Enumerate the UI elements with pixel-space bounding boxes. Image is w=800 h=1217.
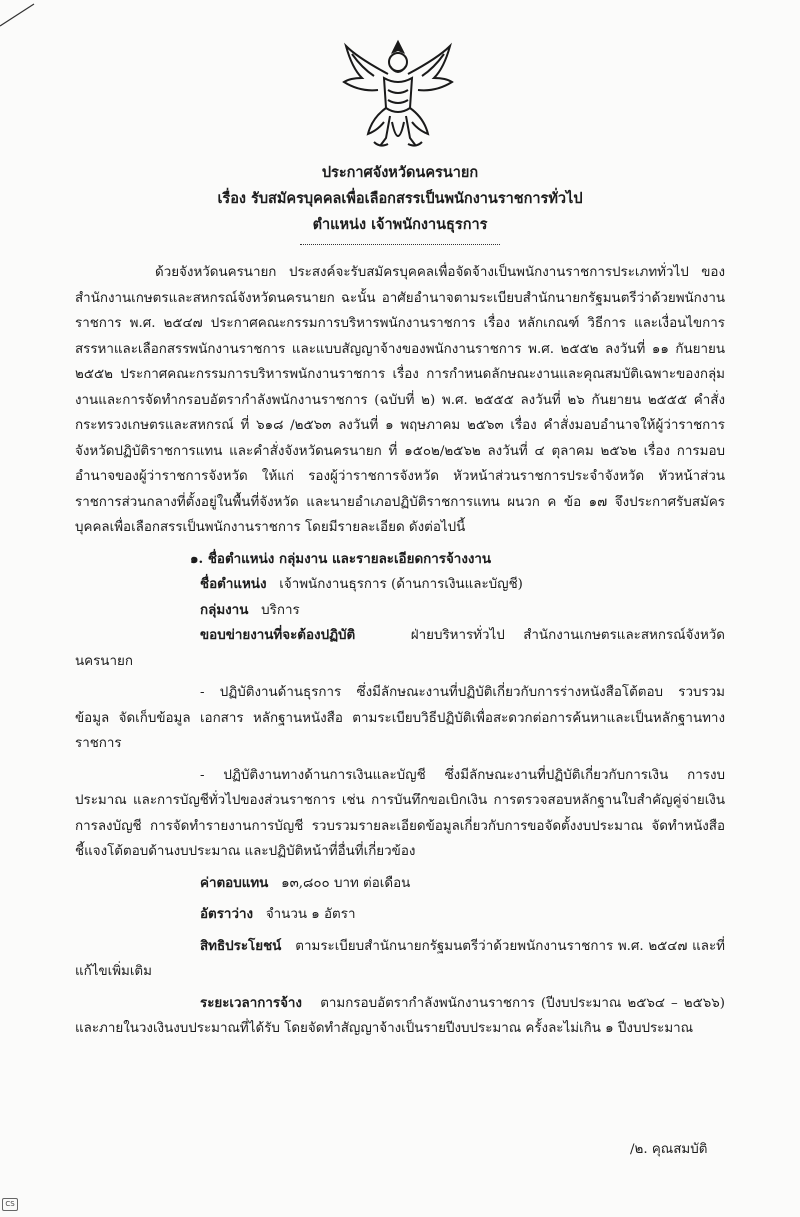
continued-next-page: /๒. คุณสมบัติ <box>630 1142 708 1157</box>
group-row <box>75 598 725 624</box>
group-label: กลุ่มงาน <box>200 601 249 618</box>
announcement-title: ประกาศจังหวัดนครนายก <box>321 164 479 181</box>
benefit-row <box>75 934 725 985</box>
benefit-value: ตามระเบียบสำนักนายกรัฐมนตรีว่าด้วยพนักงานราชการ พ.ศ. ๒๕๔๗ และที่แก้ไขเพิ่มเติม <box>75 938 725 979</box>
pay-row <box>75 871 725 897</box>
vacancy-row <box>75 902 725 928</box>
intro-paragraph: ด้วยจังหวัดนครนายก ประสงค์จะรับสมัครบุคคลเพื่อจัดจ้างเป็นพนักงานราชการประเภททั่วไป ของสำนักงานเกษตรและสหกรณ์จังหวัดนครนายก ฉะนั้น อาศัยอำนาจตามระเบียบสำนักนายกรัฐมนตรีว่าด้วยพนักงานราชการ พ.ศ. ๒๕๔๗ ประกาศคณะกรรมการบริหารพนักงานราชการ เรื่อง หลักเกณฑ์ วิธีการ และเงื่อนไขการสรรหาและเลือกสรรพนักงานราชการ และแบบสัญญาจ้างของพนักงานราชการ พ.ศ. ๒๕๕๒ ลงวันที่ ๑๑ กันยายน ๒๕๕๒ ประกาศคณะกรรมการบริหารพนักงานราชการ เรื่อง การกำหนดลักษณะงานและคุณสมบัติเฉพาะของกลุ่มงานและการจัดทำกรอบอัตรากำลังพนักงานราชการ (ฉบับที่ ๒) พ.ศ. ๒๕๕๕ ลงวันที่ ๒๖ กันยายน ๒๕๕๕ คำสั่งกระทรวงเกษตรและสหกรณ์ ที่ ๖๑๘ /๒๕๖๓ ลงวันที่ ๑ พฤษภาคม ๒๕๖๓ เรื่อง คำสั่งมอบอำนาจให้ผู้ว่าราชการจังหวัดปฏิบัติราชการแทน และคำสั่งจังหวัดนครนายก ที่ ๑๕๐๒/๒๕๖๒ ลงวันที่ ๔ ตุลาคม ๒๕๖๒ เรื่อง การมอบอำนาจของผู้ว่าราชการจังหวัด ให้แก่ รองผู้ว่าราชการจังหวัด หัวหน้าส่วนราชการประจำจังหวัด หัวหน้าส่วนราชการส่วนกลางที่ตั้งอยู่ในพื้นที่จังหวัด และนายอำเภอปฏิบัติราชการแทน ผนวก ค ข้อ ๑๗ จึงประกาศรับสมัครบุคคลเพื่อเลือกสรรเป็นพนักงานราชการ โดยมีรายละเอียด ดังต่อไปนี้ <box>75 265 725 535</box>
term-row <box>75 991 725 1042</box>
scope-row <box>75 623 725 674</box>
announcement-subject: เรื่อง รับสมัครบุคคลเพื่อเลือกสรรเป็นพนักงานราชการทั่วไป <box>217 190 583 207</box>
pay-label: ค่าตอบแทน <box>200 874 269 891</box>
position-row <box>75 572 725 598</box>
vacancy-label: อัตราว่าง <box>200 906 254 922</box>
scope-label: ขอบข่ายงานที่จะต้องปฏิบัติ <box>200 627 356 643</box>
scanner-badge-icon: CS <box>2 1198 18 1211</box>
term-value: ตามกรอบอัตรากำลังพนักงานราชการ (ปีงบประมาณ ๒๕๖๔ – ๒๕๖๖) และภายในวงเงินงบประมาณที่ได้รับ โดยจัดทำสัญญาจ้างเป็นรายปีงบประมาณ ครั้งละไม่เกิน ๑ ปีงบประมาณ <box>75 995 725 1036</box>
garuda-emblem-icon <box>338 38 458 156</box>
corner-pen-mark <box>0 0 40 30</box>
duty-2: - ปฏิบัติงานทางด้านการเงินและบัญชี ซึ่งมีลักษณะงานที่ปฏิบัติเกี่ยวกับการเงิน การงบประมาณ และการบัญชีทั่วไปของส่วนราชการ เช่น การบันทึกขอเบิกเงิน การตรวจสอบหลักฐานใบสำคัญคู่จ่ายเงิน การลงบัญชี การจัดทำรายงานการบัญชี รวบรวมรายละเอียดข้อมูลเกี่ยวกับการขอจัดตั้งงบประมาณ จัดทำหนังสือชี้แจงโต้ตอบด้านงบประมาณ และปฏิบัติหน้าที่อื่นที่เกี่ยวข้อง <box>75 767 725 859</box>
header-divider <box>300 244 500 245</box>
vacancy-value: จำนวน ๑ อัตรา <box>265 907 356 922</box>
position-value: เจ้าพนักงานธุรการ (ด้านการเงินและบัญชี) <box>279 577 523 592</box>
position-label: ชื่อตำแหน่ง <box>200 576 267 592</box>
section-1-heading: ๑. ชื่อตำแหน่ง กลุ่มงาน และรายละเอียดการจ้างงาน <box>190 550 492 567</box>
duty-1: - ปฏิบัติงานด้านธุรการ ซึ่งมีลักษณะงานที่ปฏิบัติเกี่ยวกับการร่างหนังสือโต้ตอบ รวบรวมข้อมูล จัดเก็บข้อมูล เอกสาร หลักฐานหนังสือ ตามระเบียบวิธีปฏิบัติเพื่อสะดวกต่อการค้นหาและเป็นหลักฐานทางราชการ <box>75 685 725 751</box>
announcement-position: ตำแหน่ง เจ้าพนักงานธุรการ <box>312 216 488 233</box>
pay-value: ๑๓,๘๐๐ บาท ต่อเดือน <box>281 875 411 891</box>
group-value: บริการ <box>261 602 300 618</box>
scope-value: ฝ่ายบริหารทั่วไป สำนักงานเกษตรและสหกรณ์จังหวัดนครนายก <box>75 628 725 669</box>
benefit-label: สิทธิประโยชน์ <box>200 937 282 954</box>
announcement-body <box>75 260 725 1042</box>
term-label: ระยะเวลาการจ้าง <box>200 994 302 1011</box>
announcement-header <box>0 160 800 238</box>
